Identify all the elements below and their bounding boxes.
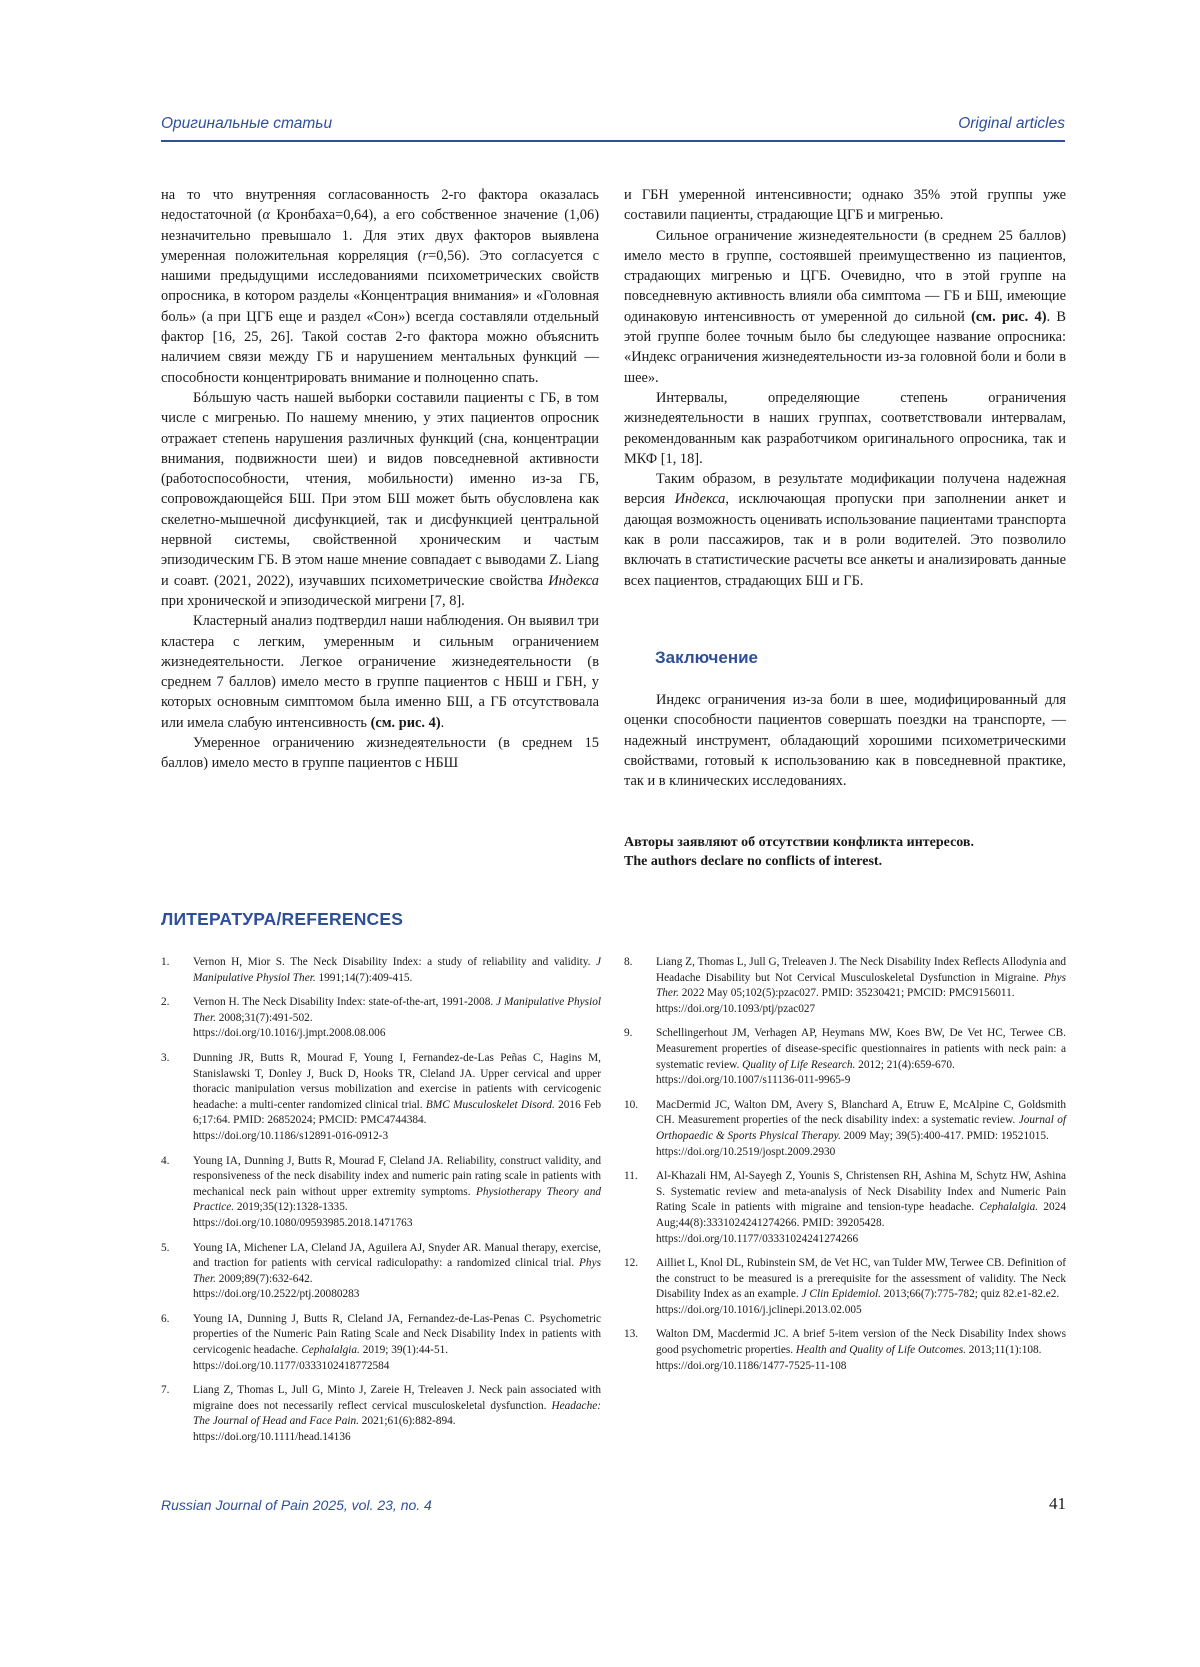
reference-item: 3. Dunning JR, Butts R, Mourad F, Young I, Fernandez-de-Las Peñas C, Hagins M, Stanislawski T, Donley J, Buck D, Hooks TR, Cleland JA. Upper cervical and upper thoracic manipulation versus mobilization and exercise in patients with cervicogenic headache: a multi-center randomized clinical trial. BMC Musculoskelet Disord. 2016 Feb 6;17:64. PMID: 26852024; PMCID: PMC4744384. https://doi.org/10.1186/s12891-016-0912-3 [161,1051,601,1145]
doi-link[interactable]: https://doi.org/10.1177/0333102418772584 [193,1359,390,1372]
reference-number: 8. [624,956,633,968]
journal-name: J Clin Epidemiol. [801,1288,881,1301]
reference-number: 5. [161,1241,170,1254]
conclusion-heading: Заключение [655,648,758,667]
doi-link[interactable]: https://doi.org/10.1007/s11136-011-9965-9 [656,1074,851,1087]
doi-link[interactable]: https://doi.org/10.1177/03331024241274266 [656,1232,859,1245]
journal-name: Headache: The Journal of Head and Face Pain. [193,1399,601,1428]
reference-item: 4. Young IA, Dunning J, Butts R, Mourad F, Cleland JA. Reliability, construct validity, and responsiveness of the neck disability index and numeric pain rating scale in patients with mechanical neck pain without upper extremity symptoms. Physiotherapy Theory and Practice. 2019;35(12):1328-1335. https://doi.org/10.1080/09593985.2018.1471763 [161,1154,601,1232]
reference-item: 13. Walton DM, Macdermid JC. A brief 5-item version of the Neck Disability Index shows good psychometric properties. Health and Quality of Life Outcomes. 2013;11(1):108. https://doi.org/10.1186/1477-7525-11-108 [624,1327,1066,1374]
references-heading: ЛИТЕРАТУРА/REFERENCES [161,909,404,929]
doi-link[interactable]: https://doi.org/10.1186/s12891-016-0912-3 [193,1129,389,1142]
reference-item: 7. Liang Z, Thomas L, Jull G, Minto J, Zareie H, Treleaven J. Neck pain associated with migraine does not necessarily reflect cervical musculoskeletal dysfunction. Headache: The Journal of Head and Face Pain. 2021;61(6):882-894. https://doi.org/10.1111/head.14136 [161,1383,601,1445]
reference-list-right [624,955,1066,1383]
journal-footer: Russian Journal of Pain 2025, vol. 23, no. 4 [161,1497,432,1513]
reference-item: 2. Vernon H. The Neck Disability Index: state-of-the-art, 1991-2008. J Manipulative Physiol Ther. 2008;31(7):491-502. https://doi.org/10.1016/j.jmpt.2008.08.006 [161,995,601,1042]
paragraph: Бóльшую часть нашей выборки составили пациенты с ГБ, в том числе с мигренью. По нашему мнению, у этих пациентов опросник отражает степень нарушения различных функций (сна, концентрации внимания, подвижности шеи) и видов повседневной активности (работоспособности, чтения, мобильности) именно из-за ГБ, сопровождающейся БШ. При этом БШ может быть обусловлена как скелетно-мышечной дисфункцией, так и дисфункцией центральной нервной системы, свойственной хроническим и частым эпизодическим ГБ. В этом наше мнение совпадает с выводами Z. Liang и соавт. (2021, 2022), изучавших психометрические свойства Индекса при хронической и эпизодической мигрени [7, 8]. [161,389,599,609]
doi-link[interactable]: https://doi.org/10.2519/jospt.2009.2930 [656,1145,836,1158]
reference-number: 13. [624,1328,639,1341]
journal-name: Cephalalgia. [979,1201,1039,1214]
reference-item: 8. Liang Z, Thomas L, Jull G, Treleaven J. The Neck Disability Index Reflects Allodynia and Headache Disability but Not Cervical Musculoskeletal Dysfunction in Migraine. Phys Ther. 2022 May 05;102(5):pzac027. PMID: 35230421; PMCID: PMC9156011. https://doi.org/10.1093/ptj/pzac027 [624,955,1066,1017]
running-header [161,110,1065,142]
paragraph: Умеренное ограничению жизнедеятельности (в среднем 15 баллов) имело место в группе пациентов с НБШ [161,735,599,772]
doi-link[interactable]: https://doi.org/10.1093/ptj/pzac027 [656,1002,816,1015]
paragraph: и ГБН умеренной интенсивности; однако 35% этой группы уже составили пациенты, страдающие ЦГБ и мигренью. [624,187,1066,224]
journal-name: Cephalalgia. [301,1344,360,1357]
reference-number: 12. [624,1257,639,1270]
doi-link[interactable]: https://doi.org/10.2522/ptj.20080283 [193,1288,360,1301]
reference-item: 1. Vernon H, Mior S. The Neck Disability Index: a study of reliability and validity. J Manipulative Physiol Ther. 1991;14(7):409-415. [161,956,601,984]
conclusion-body [624,690,1066,791]
reference-number: 2. [161,996,170,1009]
doi-link[interactable]: https://doi.org/10.1080/09593985.2018.1471763 [193,1216,413,1229]
coi-en: The authors declare no conflicts of interest. [624,854,883,869]
journal-name: Phys Ther. [656,971,1066,1000]
reference-number: 11. [624,1170,638,1183]
journal-name: Phys Ther. [193,1257,601,1285]
conflict-of-interest [624,833,974,871]
reference-number: 10. [624,1098,639,1111]
reference-list-left [161,955,601,1455]
journal-name: J Manipulative Physiol Ther. [193,996,601,1024]
reference-item: 6. Young IA, Dunning J, Butts R, Cleland JA, Fernandez-de-Las-Penas C. Psychometric properties of the Numeric Pain Rating Scale and Neck Disability Index in patients with cervicogenic headache. Cephalalgia. 2019; 39(1):44-51. https://doi.org/10.1177/0333102418772584 [161,1312,601,1374]
paragraph: Интервалы, определяющие степень ограничения жизнедеятельности в наших группах, соответствовали интервалам, рекомендованным как разработчиком оригинального опросника, так и МКФ [1, 18]. [624,389,1066,467]
journal-name: BMC Musculoskelet Disord. [425,1098,555,1111]
doi-link[interactable]: https://doi.org/10.1111/head.14136 [193,1431,351,1444]
figure-ref: (см. рис. 4) [370,714,441,731]
paragraph: Индекс ограничения из-за боли в шее, модифицированный для оценки способности пациентов совершать поездки на транспорте, — надежный инструмент, обладающий хорошими психометрическими свойствами, готовый к использованию как в повседневной практике, так и в клинических исследованиях. [624,692,1066,790]
coi-ru: Авторы заявляют об отсутствии конфликта интересов. [624,835,974,850]
paragraph: Таким образом, в результате модификации получена надежная версия Индекса, исключающая пропуски при заполнении анкет и дающая возможность оценивать использование пациентами транспорта как в роли пассажиров, так и в роли водителей. Это позволило включать в статистические расчеты все анкеты и анализировать данные всех пациентов, страдающих БШ и ГБ. [624,471,1066,589]
doi-link[interactable]: https://doi.org/10.1186/1477-7525-11-108 [656,1359,847,1372]
journal-name: Physiotherapy Theory and Practice. [193,1185,601,1214]
paragraph: Кластерный анализ подтвердил наши наблюдения. Он выявил три кластера с легким, умеренным и сильным ограничением жизнедеятельности. Легкое ограничение жизнедеятельности (в среднем 7 баллов) имело место в группе пациентов с НБШ и ГБН, у которых основным симптомом была именно БШ, а ГБ отсутствовала или имела слабую интенсивность (см. рис. 4). [161,613,599,731]
reference-item: 12. Ailliet L, Knol DL, Rubinstein SM, de Vet HC, van Tulder MW, Terwee CB. Definition of the construct to be measured is a prerequisite for the assessment of validity. The Neck Disability Index as an example. J Clin Epidemiol. 2013;66(7):775-782; quiz 82.e1-82.e2. https://doi.org/10.1016/j.jclinepi.2013.02.005 [624,1256,1066,1318]
doi-link[interactable]: https://doi.org/10.1016/j.jclinepi.2013.02.005 [656,1303,862,1316]
reference-item: 5. Young IA, Michener LA, Cleland JA, Aguilera AJ, Snyder AR. Manual therapy, exercise, and traction for patients with cervical radiculopathy: a randomized clinical trial. Phys Ther. 2009;89(7):632-642. https://doi.org/10.2522/ptj.20080283 [161,1241,601,1303]
reference-item: 9. Schellingerhout JM, Verhagen AP, Heymans MW, Koes BW, De Vet HC, Terwee CB. Measurement properties of disease-specific questionnaires in patients with neck pain: a systematic review. Quality of Life Research. 2012; 21(4):659-670. https://doi.org/10.1007/s11136-011-9965-9 [624,1026,1066,1088]
reference-number: 3. [161,1051,170,1064]
reference-number: 1. [161,956,170,968]
doi-link[interactable]: https://doi.org/10.1016/j.jmpt.2008.08.006 [193,1027,386,1040]
figure-ref: (см. рис. 4) [971,308,1047,325]
text-column-right [624,185,1066,591]
paragraph: на то что внутренняя согласованность 2-го фактора оказалась недостаточной (α Кронбаха=0,64), а его собственное значение (1,06) незначительно превышало 1. Для этих двух факторов выявлена умеренная положительная корреляция (r=0,56). Это согласуется с нашими предыдущими исследованиями психометрических свойств опросника, в котором разделы «Концентрация внимания» и «Головная боль» (а при ЦГБ еще и раздел «Сон») всегда составляли отдельный фактор [16, 25, 26]. Такой состав 2-го фактора можно объяснить наличием связи между ГБ и нарушением ментальных функций — способности концентрировать внимание и полноценно спать. [161,187,599,386]
journal-name: Journal of Orthopaedic & Sports Physical Therapy. [656,1114,1066,1142]
journal-name: J Manipulative Physiol Ther. [193,956,601,984]
reference-number: 6. [161,1312,170,1325]
reference-number: 9. [624,1027,633,1040]
reference-item: 10. MacDermid JC, Walton DM, Avery S, Blanchard A, Etruw E, McAlpine C, Goldsmith CH. Measurement properties of the neck disability index: a systematic review. Journal of Orthopaedic & Sports Physical Therapy. 2009 May; 39(5):400-417. PMID: 19521015. https://doi.org/10.2519/jospt.2009.2930 [624,1098,1066,1160]
text-column-left [161,185,599,774]
reference-number: 7. [161,1384,170,1397]
journal-name: Health and Quality of Life Outcomes. [795,1344,966,1357]
header-section-en: Original articles [958,115,1065,132]
reference-item: 11. Al-Khazali HM, Al-Sayegh Z, Younis S, Christensen RH, Ashina M, Schytz HW, Ashina S. Systematic review and meta-analysis of Neck Disability Index and Numeric Pain Rating Scale in patients with migraine and tension-type headache. Cephalalgia. 2024 Aug;44(8):3331024241274266. PMID: 39205428. https://doi.org/10.1177/03331024241274266 [624,1169,1066,1247]
paragraph: Сильное ограничение жизнедеятельности (в среднем 25 баллов) имело место в группе, состоявшей преимущественно из пациентов, страдающих мигренью и ЦГБ. Очевидно, что в этой группе на повседневную активность влияли оба симптома — ГБ и БШ, имеющие одинаковую интенсивность от умеренной до сильной (см. рис. 4). В этой группе более точным было бы следующее название опросника: «Индекс ограничения жизнедеятельности из-за головной боли и боли в шее». [624,227,1066,386]
reference-number: 4. [161,1154,170,1167]
journal-name: Quality of Life Research. [742,1058,856,1071]
header-section-ru: Оригинальные статьи [161,115,333,132]
page-number: 41 [1049,1494,1066,1513]
